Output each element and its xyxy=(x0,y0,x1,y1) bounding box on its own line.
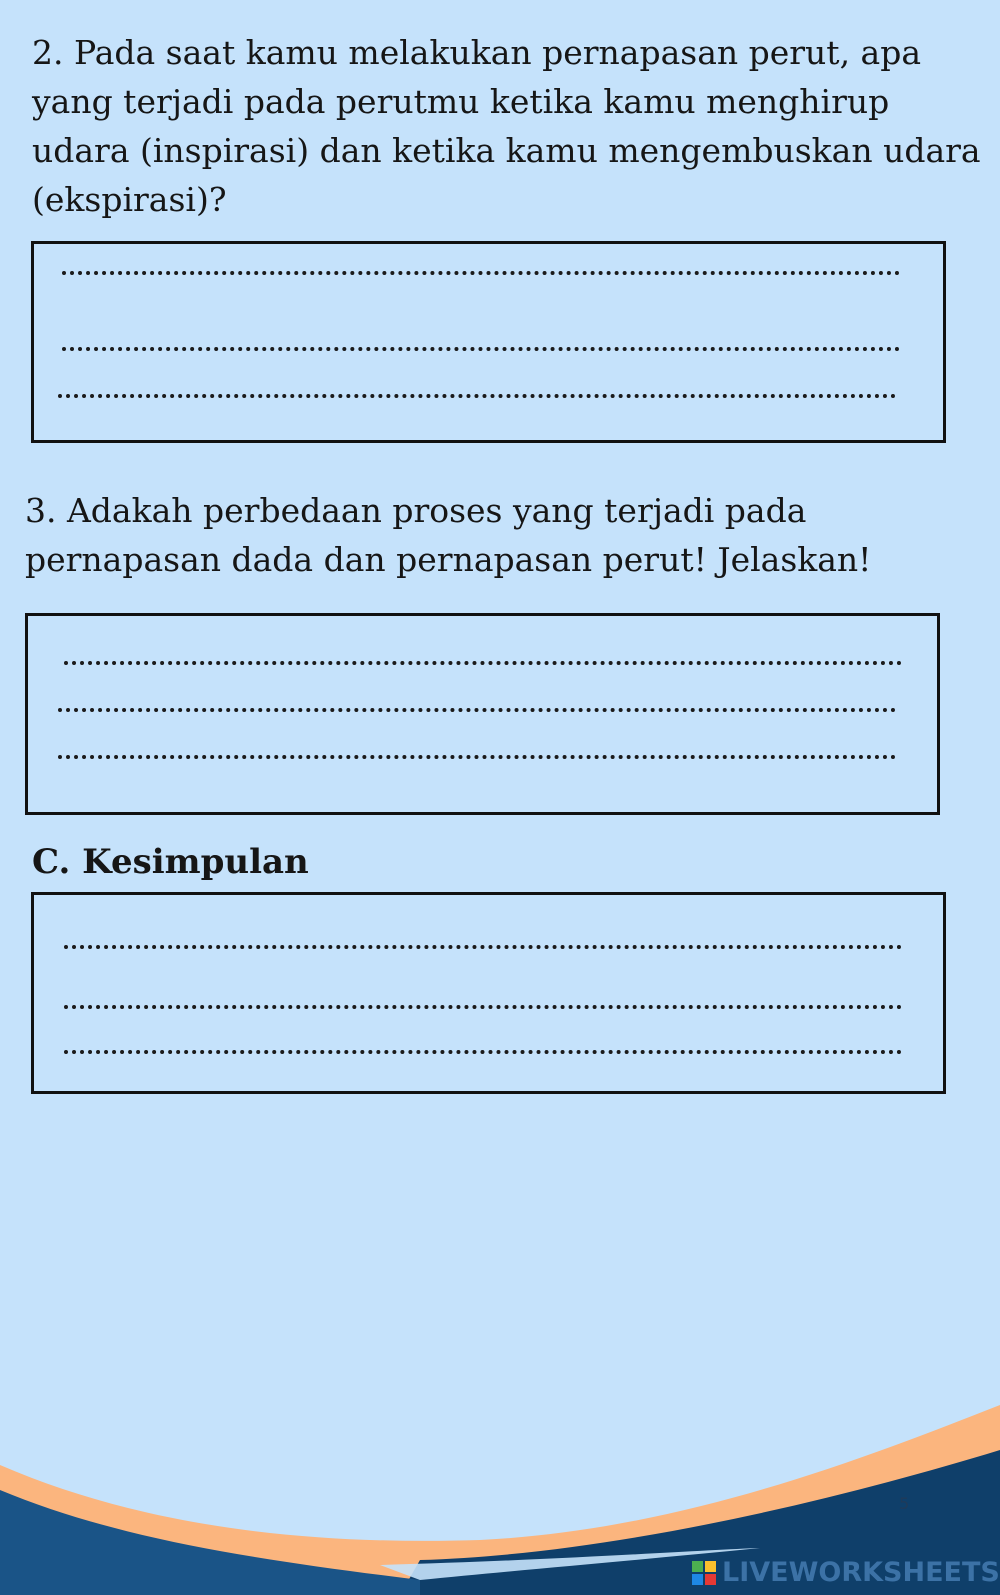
answer-line xyxy=(64,945,902,949)
answer-box-question-2[interactable] xyxy=(31,241,946,443)
section-c-title: C. Kesimpulan xyxy=(32,842,309,882)
page-number: 5 xyxy=(899,1494,910,1513)
answer-line xyxy=(64,661,902,665)
answer-line xyxy=(64,1050,902,1054)
answer-line xyxy=(58,708,896,712)
question-2-text: 2. Pada saat kamu melakukan pernapasan perut, apa yang terjadi pada perutmu ketika kamu menghirup udara (inspirasi) dan ketika kamu mengembuskan udara (ekspirasi)? xyxy=(32,33,981,219)
answer-line xyxy=(64,1005,902,1009)
liveworksheets-logo xyxy=(692,1558,1000,1588)
logo-text: LIVEWORKSHEETS xyxy=(722,1557,1000,1588)
question-3-text: 3. Adakah perbedaan proses yang terjadi pada pernapasan dada dan pernapasan perut! Jelaskan! xyxy=(25,491,872,579)
answer-line xyxy=(62,271,900,275)
liveworksheets-logo-icon xyxy=(692,1561,716,1585)
answer-line xyxy=(58,394,896,398)
answer-line xyxy=(62,347,900,351)
answer-line xyxy=(58,755,896,759)
answer-box-question-3[interactable] xyxy=(25,613,940,815)
answer-box-kesimpulan[interactable] xyxy=(31,892,946,1094)
